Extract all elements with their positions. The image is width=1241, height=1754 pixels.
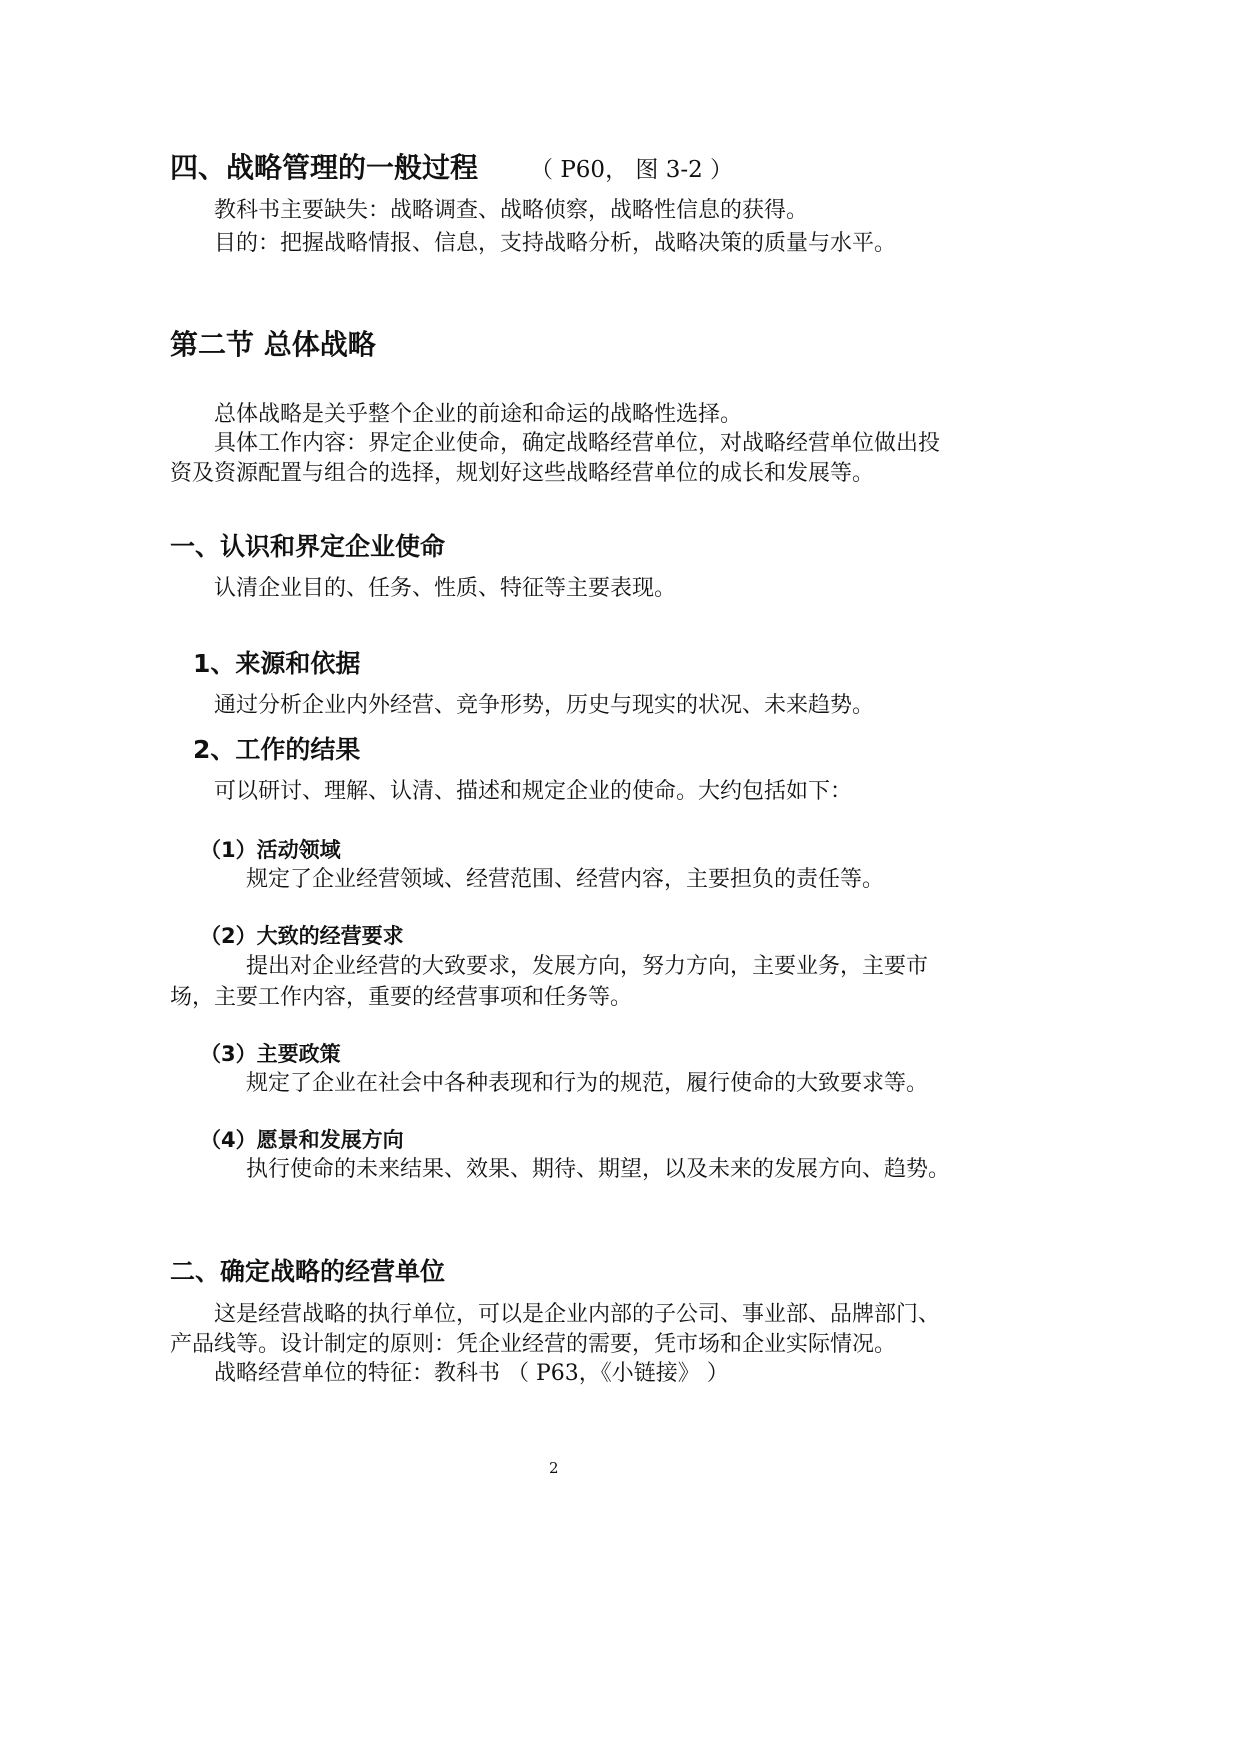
item-heading: （4）愿景和发展方向 — [200, 1128, 404, 1152]
paragraph: 具体工作内容：界定企业使命，确定战略经营单位，对战略经营单位做出投 — [214, 431, 941, 456]
subsection-heading: 1、来源和依据 — [193, 649, 361, 678]
item-heading: （1）活动领域 — [200, 838, 341, 862]
paragraph: 可以研讨、理解、认清、描述和规定企业的使命。大约包括如下： — [214, 779, 853, 804]
paragraph: 教科书主要缺失：战略调查、战略侦察，战略性信息的获得。 — [214, 198, 809, 223]
item-heading: （3）主要政策 — [200, 1042, 341, 1066]
paragraph: 战略经营单位的特征：教科书 （ P63，《小链接》 ） — [214, 1361, 729, 1386]
section-heading-two: 二、确定战略的经营单位 — [170, 1257, 446, 1286]
chapter-section-heading: 第二节 总体战略 — [170, 328, 376, 361]
paragraph: 产品线等。设计制定的原则：凭企业经营的需要，凭市场和企业实际情况。 — [170, 1332, 897, 1357]
paragraph: 认清企业目的、任务、性质、特征等主要表现。 — [214, 576, 677, 601]
figure-reference: （ P60， 图 3-2 ） — [530, 157, 734, 183]
paragraph: 执行使命的未来结果、效果、期待、期望，以及未来的发展方向、趋势。 — [246, 1157, 951, 1182]
section-heading-one: 一、认识和界定企业使命 — [170, 532, 446, 561]
item-heading: （2）大致的经营要求 — [200, 924, 404, 948]
section-heading-four: 四、战略管理的一般过程 （ P60， 图 3-2 ） — [170, 151, 734, 184]
subsection-heading: 2、工作的结果 — [193, 735, 361, 764]
paragraph: 场，主要工作内容，重要的经营事项和任务等。 — [170, 985, 633, 1010]
paragraph: 这是经营战略的执行单位，可以是企业内部的子公司、事业部、品牌部门、 — [214, 1302, 941, 1327]
paragraph: 总体战略是关乎整个企业的前途和命运的战略性选择。 — [214, 402, 743, 427]
paragraph: 通过分析企业内外经营、竞争形势，历史与现实的状况、未来趋势。 — [214, 693, 875, 718]
paragraph: 目的：把握战略情报、信息，支持战略分析，战略决策的质量与水平。 — [214, 231, 897, 256]
paragraph: 资及资源配置与组合的选择，规划好这些战略经营单位的成长和发展等。 — [170, 461, 875, 486]
paragraph: 提出对企业经营的大致要求，发展方向，努力方向，主要业务，主要市 — [246, 954, 929, 979]
paragraph: 规定了企业经营领域、经营范围、经营内容，主要担负的责任等。 — [246, 867, 885, 892]
page-number: 2 — [549, 1459, 559, 1477]
paragraph: 规定了企业在社会中各种表现和行为的规范，履行使命的大致要求等。 — [246, 1071, 929, 1096]
